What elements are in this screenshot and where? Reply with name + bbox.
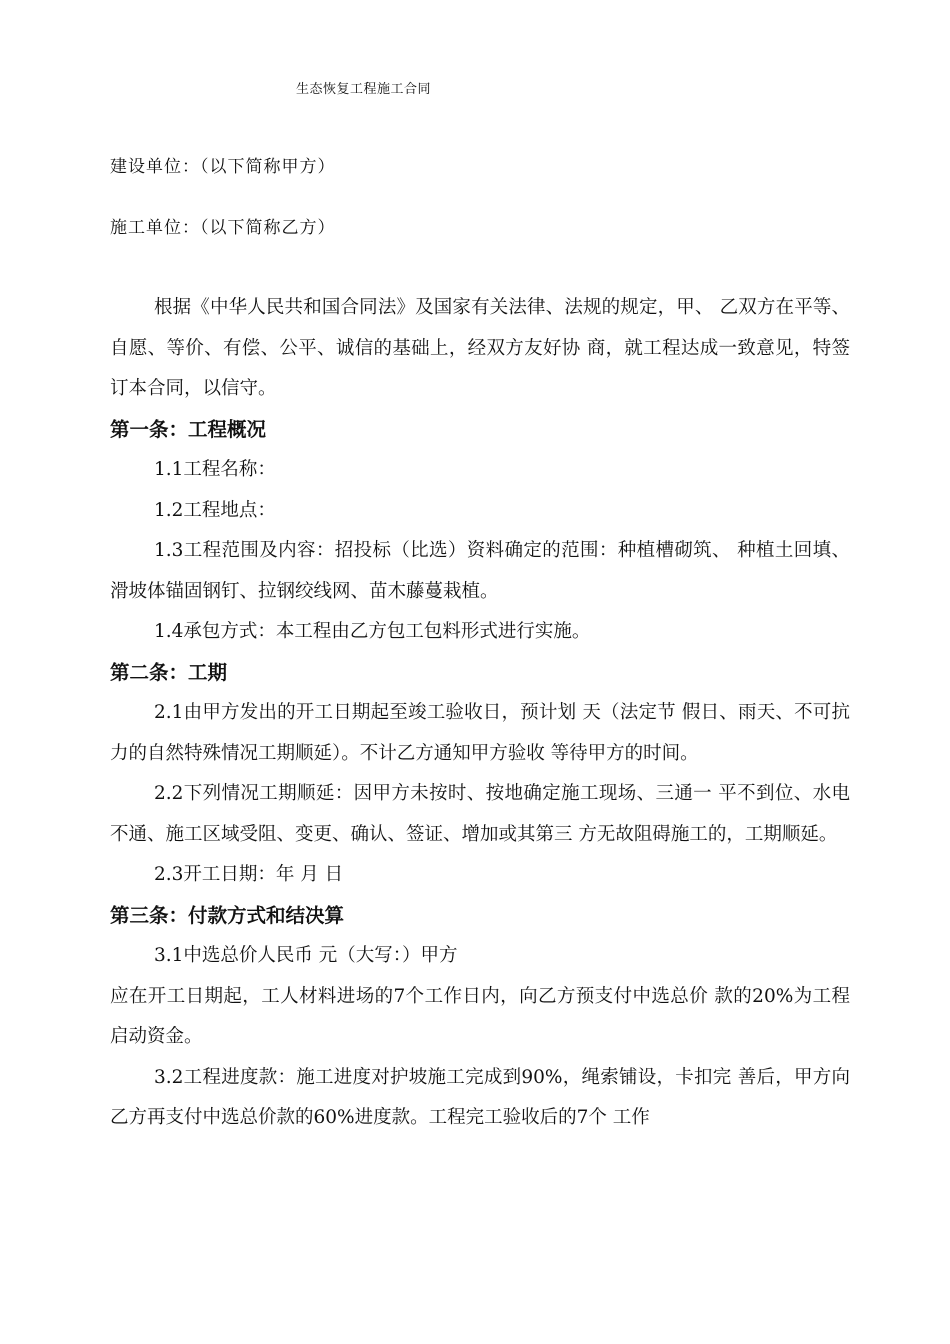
clause-1-1: 1.1工程名称： — [154, 459, 276, 480]
clause-2-2: 2.2下列情况工期顺延：因甲方未按时、按地确定施工现场、三通一 平不到位、水电不通、施工区域受阻、变更、确认、签证、增加或其第三 方无故阻碍施工的，工期顺延。 — [110, 783, 850, 845]
clause-2-3: 2.3开工日期：年 月 日 — [154, 864, 344, 885]
contract-body — [110, 288, 850, 1139]
section-heading: 第一条：工程概况 — [110, 417, 267, 441]
clause-1-3: 1.3工程范围及内容：招投标（比选）资料确定的范围：种植槽砌筑、 种植土回填、滑坡体锚固钢钉、拉钢绞线网、苗木藤蔓栽植。 — [110, 540, 850, 602]
party-b-line: 施工单位：（以下简称乙方） — [110, 218, 336, 238]
party-a-line: 建设单位：（以下简称甲方） — [110, 157, 336, 177]
clause-2-1: 2.1由甲方发出的开工日期起至竣工验收日，预计划 天（法定节 假日、雨天、不可抗力的自然特殊情况工期顺延）。不计乙方通知甲方验收 等待甲方的时间。 — [110, 702, 850, 764]
clause-1-4: 1.4承包方式：本工程由乙方包工包料形式进行实施。 — [154, 621, 591, 642]
document-title: 生态恢复工程施工合同 — [296, 82, 432, 97]
clause-3-1: 3.1中选总价人民币 元（大写：）甲方 — [154, 945, 458, 966]
intro-paragraph: 根据《中华人民共和国合同法》及国家有关法律、法规的规定，甲、 乙双方在平等、自愿、等价、有偿、公平、诚信的基础上，经双方友好协 商，就工程达成一致意见，特签订本合同，以信守。 — [110, 297, 850, 399]
clause-3-1-continued: 应在开工日期起，工人材料进场的7个工作日内，向乙方预支付中选总价 款的20%为工程启动资金。 — [110, 985, 850, 1047]
section-heading: 第二条：工期 — [110, 660, 228, 684]
clause-1-2: 1.2工程地点： — [154, 499, 276, 521]
clause-3-2: 3.2工程进度款：施工进度对护坡施工完成到90%，绳索铺设，卡扣完 善后，甲方向乙方再支付中选总价款的60%进度款。工程完工验收后的7个 工作 — [110, 1066, 850, 1128]
section-heading: 第三条：付款方式和结决算 — [110, 903, 345, 927]
